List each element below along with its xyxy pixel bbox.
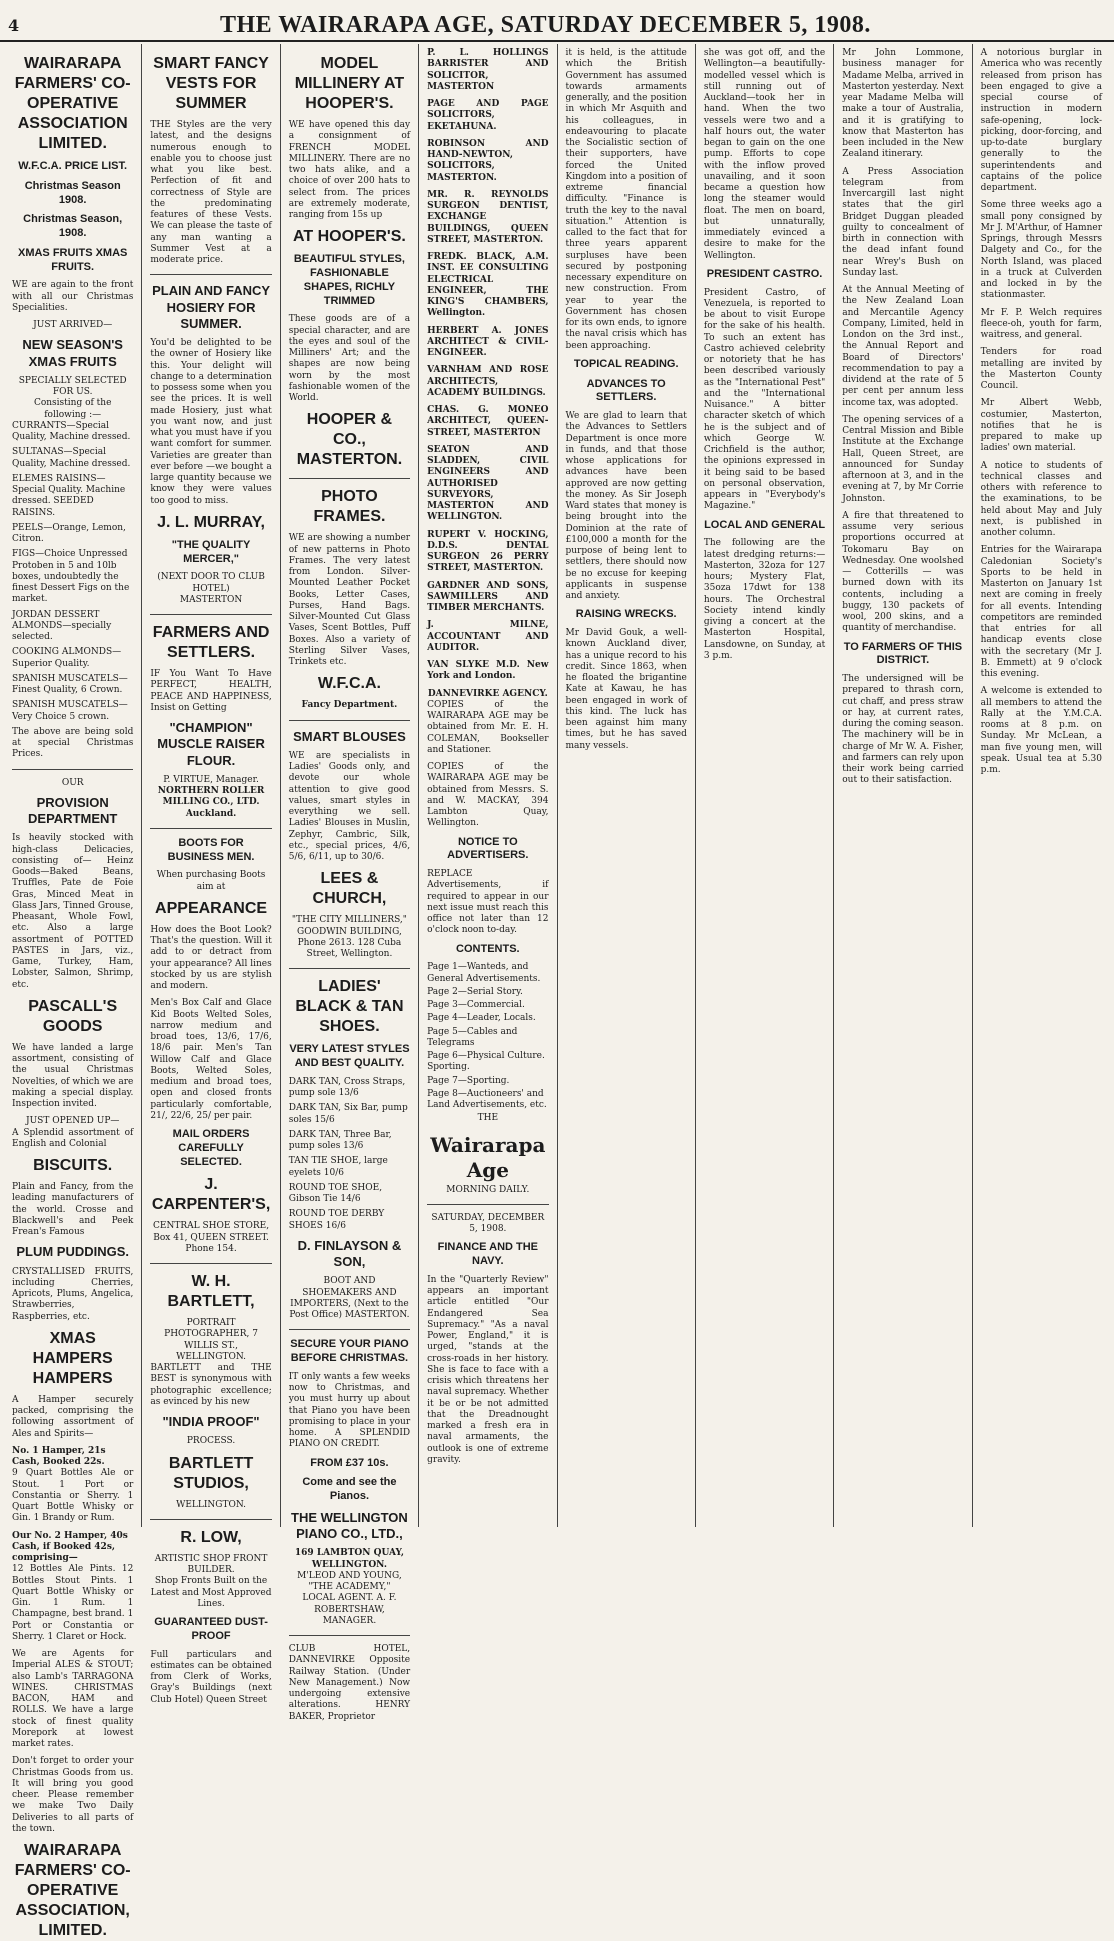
- masterton: MASTERTON: [179, 594, 243, 605]
- dannevirke: DANNEVIRKE AGENCY.: [427, 688, 548, 699]
- column-6: [696, 44, 834, 1527]
- local-general: LOCAL AND GENERAL: [704, 518, 826, 531]
- selected: SPECIALLY SELECTED FOR US.: [18, 375, 127, 397]
- roller: NORTHERN ROLLER MILLING CO., LTD. Auckland.: [157, 786, 265, 819]
- come-see: Come and see the Pianos.: [302, 1476, 397, 1502]
- column-8: [973, 44, 1110, 1527]
- appearance: APPEARANCE: [155, 899, 268, 917]
- black: FREDK. BLACK, A.M. INST. EE CONSULTING ELECTRICAL ENGINEER, THE KING'S CHAMBERS, Wellington.: [427, 252, 549, 319]
- article-body: Mr David Gouk, a well-known Auckland diver, has a unique record to his credit. Since 1863, when he floated the brigantine Kate at Kawau, he has been engaged in work of this kind. The luck has been against him many times, but he has saved many vessels.: [565, 628, 687, 751]
- agents-text: We are Agents for Imperial ALES & STOUT; also Lamb's TARRAGONA WINES. CHRISTMAS BACON, HAM and ROLLS. We have a large stock of finest quality Morepork at lowest market rates.: [12, 1649, 134, 1749]
- local-agent: LOCAL AGENT. A. F. ROBERTSHAW, MANAGER.: [302, 1593, 397, 1626]
- fancy-dept: Fancy Department.: [301, 700, 398, 711]
- gardner: GARDNER AND SONS, SAWMILLERS AND TIMBER MERCHANTS.: [427, 580, 549, 613]
- low-sub: ARTISTIC SHOP FRONT BUILDER.: [154, 1553, 268, 1575]
- wfca: W.F.C.A.: [317, 675, 381, 693]
- shoe-item: DARK TAN, Three Bar, pump soles 13/6: [288, 1129, 392, 1151]
- hamper-2-items: 12 Bottles Ale Pints. 12 Bottles Stout Pints. 1 Quart Bottle Whisky or Gin. 1 Rum. 1 Champagne, best brand. 1 Port or Constantia or Sherry. 1 Claret or Hock.: [12, 1564, 134, 1642]
- season-a: Christmas Season 1908.: [24, 179, 121, 206]
- newspaper-title: THE WAIRARAPA AGE, SATURDAY DECEMBER 5, 1908.: [220, 12, 871, 38]
- fruit-item: CURRANTS—Special Quality, Machine dressed.: [12, 420, 131, 442]
- murray: J. L. MURRAY,: [157, 513, 265, 531]
- studios: BARTLETT STUDIOS,: [168, 1454, 254, 1492]
- provision-text: Is heavily stocked with high-class Delicacies, consisting of— Heinz Goods—Baked Beans, Truffles, Pate de Foie Gras, Minced Meat in Glass Jars, Tinned Grouse, Pheasant, Whole Fowl, etc. Also a large assortment of POTTED PASTES in Jars, viz., Game, Turkey, Ham, Lobster, Salmon, Shrimp, etc.: [12, 833, 134, 990]
- model-text: WE have opened this day a consignment of FRENCH MODEL MILLINERY. There are no two hats alike, and a choice of over 200 hats to select from. The prices are extremely moderate, ranging from 15s up: [288, 120, 411, 220]
- toc-item: Page 2—Serial Story.: [427, 986, 523, 997]
- fruit-item: SPANISH MUSCATELS—Finest Quality, 6 Crown.: [12, 673, 128, 695]
- column-5: [558, 44, 696, 1527]
- morning-daily: MORNING DAILY.: [446, 1184, 530, 1195]
- article-body: she was got off, and the Wellington—a beautifully-modelled vessel which is still running out of Auckland—took her in hand. When the two vessels were two and a half hours out, the water began to gain on the one pump. Efforts to cope with the inflow proved unavailing, and it soon became a question how long the steamer would float. The men on board, but unnaturally, immediately evinced a desire to make for the Wellington.: [703, 48, 826, 261]
- copies-2: COPIES of the WAIRARAPA AGE may be obtained from Messrs. S. and W. MACKAY, 394 Lambton Quay, Wellington.: [427, 762, 549, 829]
- estimates: Full particulars and estimates can be obtained from Clerk of Works, Gray's Buildings (next Club Hotel) Queen Street: [150, 1649, 272, 1705]
- milne: J. MILNE, ACCOUNTANT AND AUDITOR.: [427, 620, 549, 653]
- just-arrived: JUST ARRIVED—: [33, 320, 113, 330]
- guaranteed: GUARANTEED DUST-PROOF: [154, 1616, 268, 1642]
- fruit-item: FIGS—Choice Unpressed Protoben in 5 and 10lb boxes, undoubtedly the finest Dessert Figs on the market.: [12, 549, 130, 605]
- low-text: Shop Fronts Built on the Latest and Most Approved Lines.: [150, 1576, 272, 1609]
- fruit-item: SPANISH MUSCATELS—Very Choice 5 crown.: [12, 700, 128, 722]
- hooper-co: HOOPER & CO., MASTERTON.: [296, 411, 403, 469]
- toc-item: Page 6—Physical Culture. Sporting.: [427, 1051, 545, 1073]
- wellington: WELLINGTON.: [176, 1499, 247, 1510]
- piano-head: SECURE YOUR PIANO BEFORE CHRISTMAS.: [290, 1338, 409, 1364]
- moneo: CHAS. G. MONEO ARCHITECT, QUEEN-STREET, MASTERTON: [427, 405, 549, 438]
- carpenter: J. CARPENTER'S,: [151, 1176, 271, 1214]
- next-door: (NEXT DOOR TO CLUB HOTEL): [157, 572, 265, 594]
- finlayson-sub: BOOT AND SHOEMAKERS AND IMPORTERS, (Next to the Post Office) MASTERTON.: [289, 1276, 410, 1320]
- toc-item: Page 5—Cables and Telegrams: [427, 1026, 518, 1048]
- hosiery-text: You'd be delighted to be the owner of Hosiery like this. Your delight will change to a determination to possess some when you see the prices. It is well made Hosiery, just what you want now, and just what you must have if you want comfort for summer. Varieties are greater than ever before —we bought a large quantity because we know they were values too good to miss.: [150, 338, 272, 506]
- appearance-text: How does the Boot Look? That's the question. Will it add to or detract from your appearance? All lines stocked by us are stylish and modern.: [150, 924, 272, 991]
- masthead: [0, 0, 1114, 42]
- blouse-text: WE are specialists in Ladies' Goods only, and devote our whole attention to give good values, smart styles in everything we sell. Ladies' Blouses in Muslin, Zephyr, Cambric, Silk, etc., special prices, 4/6, 5/6, 6/11, up to 30/6.: [288, 750, 411, 862]
- columns: [4, 44, 1110, 1939]
- india-proof: "INDIA PROOF": [162, 1414, 260, 1429]
- model-millinery: MODEL MILLINERY AT HOOPER'S.: [294, 55, 405, 112]
- divider: [12, 769, 133, 770]
- article-body: The opening services of a Central Mission and Bible Institute at the Exchange Hall, Queen Street, are announced for Sunday afternoon at 3, and in the evening at 7, by Mr Corrie Johnston.: [842, 414, 964, 504]
- beautiful: BEAUTIFUL STYLES, FASHIONABLE SHAPES, RICHLY TRIMMED: [293, 253, 405, 307]
- divider: [150, 1519, 271, 1520]
- hocking: RUPERT V. HOCKING, D.D.S. DENTAL SURGEON 26 PERRY STREET, MASTERTON.: [427, 529, 549, 574]
- raising-wrecks: RAISING WRECKS.: [575, 608, 677, 621]
- column-1: [4, 44, 142, 1939]
- shoe-item: ROUND TOE DERBY SHOES 16/6: [288, 1209, 385, 1231]
- pascalls-heading: PASCALL'S GOODS: [28, 997, 118, 1035]
- article-body: A Press Association telegram from Invercargill last night states that the girl Bridget Duggan pleaded guilty to concealment of birth in connection with the dead infant found near Wrey's Bush on Sunday last.: [842, 166, 964, 278]
- dont-forget: Don't forget to order your Christmas Goods from us. It will bring you good cheer. Please remember we make Two Daily Deliveries to all parts of the town.: [12, 1756, 134, 1834]
- plum-heading: PLUM PUDDINGS.: [16, 1244, 130, 1260]
- issue-date: SATURDAY, DECEMBER 5, 1908.: [431, 1212, 545, 1234]
- hampers-heading: XMAS HAMPERS HAMPERS: [32, 1329, 113, 1387]
- column-7: [834, 44, 972, 1527]
- divider: [289, 1635, 410, 1636]
- the: THE: [477, 1113, 499, 1124]
- toc-item: Page 7—Sporting.: [427, 1075, 510, 1086]
- smart-blouses: SMART BLOUSES: [293, 728, 406, 744]
- toc-item: Page 3—Commercial.: [427, 1000, 525, 1010]
- pascalls-text: We have landed a large assortment, consisting of the usual Christmas Novelties, of which we are making a special display. Inspection invited.: [12, 1042, 134, 1109]
- lees-sub: "THE CITY MILLINERS," GOODWIN BUILDING, Phone 2613. 128 Cuba Street, Wellington.: [291, 915, 407, 959]
- carpenter-addr: CENTRAL SHOE STORE, Box 41, QUEEN STREET. Phone 154.: [153, 1221, 270, 1254]
- virtue: P. VIRTUE, Manager.: [163, 774, 259, 785]
- smart-vests: SMART FANCY VESTS FOR SUMMER: [153, 55, 269, 112]
- piano-co: THE WELLINGTON PIANO CO., LTD.,: [291, 1509, 408, 1541]
- article-body: Some three weeks ago a small pony consigned by Mr J. M'Arthur, of Hamner Springs, through Messrs Dalgety and Co., for the North Island, was placed in a truck at Culverden and locked in by the stationmaster.: [980, 200, 1102, 301]
- provision-heading: PROVISION DEPARTMENT: [28, 794, 118, 826]
- fruit-item: JORDAN DESSERT ALMONDS—specially selected.: [12, 609, 112, 642]
- men-text: Men's Box Calf and Glace Kid Boots Welted Soles, narrow medium and broad toes, 13/6, 17/6, 18/6 pair. Men's Tan Willow Calf and Glace Boots, Welted Soles, medium and broad toes, open and closed fronts particularly comfortable, 21/, 22/6, 25/ per pair.: [150, 998, 272, 1121]
- article-body: A welcome is extended to all members to attend the Rally at the Y.M.C.A. rooms at 8 p.m. on Sunday. Mr McLean, a man five young men, will speak. Usual tea at 5.30 p.m.: [980, 686, 1102, 775]
- article-body: At the Annual Meeting of the New Zealand Loan and Mercantile Agency Company, Limited, held in London on the 3rd inst., the Annual Report and Board of Directors' recommendation to pay a dividend at the rate of 5 per cent per annum less income tax, was adopted.: [842, 285, 964, 408]
- vest-text: THE Styles are the very latest, and the designs numerous enough to enable you to choose just what you like best. Perfection of fit and correctness of Style are the predominating features of these Vests. We can please the taste of any man wanting a Summer Vest at a moderate price.: [150, 120, 272, 265]
- just-opened: JUST OPENED UP—: [25, 1116, 120, 1127]
- hamper-2: Our No. 2 Hamper, 40s Cash, if Booked 42s, comprising—: [12, 1530, 128, 1563]
- mleod: M'LEOD AND YOUNG, "THE ACADEMY,": [297, 1570, 402, 1592]
- ladies-shoes: LADIES' BLACK & TAN SHOES.: [295, 978, 404, 1036]
- low: R. LOW,: [180, 1528, 242, 1546]
- article-body: Mr Albert Webb, costumier, Masterton, notifies that he is prepared to make up ladies' own material.: [980, 398, 1102, 454]
- divider: [150, 274, 271, 275]
- process: PROCESS.: [186, 1436, 236, 1447]
- divider: [289, 968, 410, 969]
- plain-fancy: PLAIN AND FANCY HOSIERY FOR SUMMER.: [152, 283, 271, 331]
- robinson: ROBINSON AND HAND-NEWTON, SOLICITORS, MASTERTON.: [427, 138, 549, 183]
- season-b: Christmas Season, 1908.: [23, 213, 123, 239]
- toc-item: Page 4—Leader, Locals.: [427, 1013, 536, 1024]
- bartlett-text: BARTLETT and THE BEST is synonymous with photographic excellence; as evinced by his new: [150, 1363, 272, 1407]
- co-name-bottom: WAIRARAPA FARMERS' CO-OPERATIVE ASSOCIATION, LIMITED.: [14, 1842, 131, 1939]
- copies-text: COPIES of the WAIRARAPA AGE may be obtained from Mr. E. H. COLEMAN, Bookseller and Stationer.: [427, 699, 549, 755]
- special-text: These goods are of a special character, and are the eyes and soul of the Milliners' Art; and the shapes are now being worn by the most fashionable women of the World.: [288, 314, 411, 403]
- boots-text: When purchasing Boots aim at: [156, 870, 266, 892]
- piano-addr: 169 LAMBTON QUAY, WELLINGTON.: [294, 1548, 404, 1570]
- fruit-item: SULTANAS—Special Quality, Machine dressed.: [12, 447, 131, 469]
- page-page: PAGE AND PAGE SOLICITORS, EKETAHUNA.: [427, 99, 549, 132]
- divider: [150, 1263, 271, 1264]
- price-list: W.F.C.A. PRICE LIST.: [18, 160, 128, 172]
- lees-church: LEES & CHURCH,: [312, 870, 387, 908]
- article-body: President Castro, of Venezuela, is reported to be about to visit Europe for the sake of his health. To such an extent has Castro achieved celebrity or notoriety that he has been described variously as the "International Pest" and the "International Nuisance." A bitter character sketch of which he is the subject and of which George W. Crichfield is the author, the opinions expressed in it being said to be based on personal observation, appears in "Everybody's Magazine.": [703, 287, 826, 512]
- shoe-item: ROUND TOE SHOE, Gibson Tie 14/6: [288, 1182, 383, 1204]
- article-body: A notice to students of technical classes and others with reference to the examinations, to be held about May and July next, is published in another column.: [980, 460, 1102, 538]
- toc-item: Page 1—Wanteds, and General Advertisements.: [427, 962, 541, 984]
- bartlett-sub: PORTRAIT PHOTOGRAPHER, 7 WILLIS ST., WELLINGTON.: [164, 1318, 258, 1362]
- bartlett: W. H. BARTLETT,: [167, 1273, 255, 1310]
- article-body: We are glad to learn that the Advances to Settlers Department is once more in funds, and that those whose applications for advances have been approved are now getting the money. As Sir Joseph Ward states that money is being brought into the Dominion at the rate of £100,000 a month for the purpose of being lent to settlers, there should now be no excuse for keeping applicants in suspense and anxiety.: [565, 411, 687, 601]
- jones: HERBERT A. JONES ARCHITECT & CIVIL-ENGINEER.: [427, 325, 549, 358]
- article-body: The following are the latest dredging returns:—Masterton, 32oza for 127 hours; Mystery Flat, 35oza 17dwt for 138 hours. The Orchestral Society intend kindly giving a concert at the Masterton Hospital, Lansdowne, on Sunday, at 3 p.m.: [703, 538, 826, 661]
- hollings: P. L. HOLLINGS BARRISTER AND SOLICITOR, MASTERTON: [427, 48, 549, 92]
- shoe-item: DARK TAN, Six Bar, pump soles 15/6: [288, 1103, 408, 1125]
- crystallised-text: CRYSTALLISED FRUITS, including Cherries, Apricots, Plums, Angelica, Strawberries, Raspberries, etc.: [12, 1266, 134, 1322]
- co-name-top: WAIRARAPA FARMERS' CO-OPERATIVE ASSOCIATION LIMITED.: [14, 55, 131, 152]
- leader-heading: FINANCE AND THE NAVY.: [437, 1241, 539, 1267]
- article-body: Mr F. P. Welch requires fleece-oh, youth for farm, waitress, and general.: [980, 307, 1102, 340]
- hamper-1: No. 1 Hamper, 21s Cash, Booked 22s.: [12, 1445, 106, 1467]
- frames-text: WE are showing a number of new patterns in Photo Frames. The very latest from London. Silver-Mounted Leather Pocket Books, Letter Cases, Purses, Hand Bags. Silver-Mounted Cut Glass Vases, Scent Bottles, Puff Boxes. Also a variety of Sterling Silver Vases, Trinkets etc.: [288, 533, 411, 667]
- varnham: VARNHAM AND ROSE ARCHITECTS, ACADEMY BUILDINGS.: [427, 365, 549, 398]
- van-slyke: VAN SLYKE M.D. New York and London.: [427, 660, 549, 682]
- column-2: [142, 44, 280, 1705]
- fruit-item: ELEMES RAISINS—Special Quality. Machine dressed. SEEDED RAISINS.: [12, 473, 126, 518]
- article-body: A notorious burglar in America who was recently released from prison has been engaged to give a special course of instruction in modern safe-opening, lock-picking, door-forcing, and up-to-date burglary generally to the superintendents and captains of the police department.: [980, 48, 1102, 193]
- opened-text: A Splendid assortment of English and Colonial: [12, 1127, 134, 1149]
- intro: WE are again to the front with all our Christmas Specialities.: [12, 280, 134, 313]
- finlayson: D. FINLAYSON & SON,: [297, 1237, 402, 1269]
- special-prices: The above are being sold at special Christmas Prices.: [12, 726, 134, 760]
- champion: "CHAMPION" MUSCLE RAISER FLOUR.: [157, 720, 265, 768]
- biscuits-text: Plain and Fancy, from the leading manufacturers of the world. Crosse and Blackwell's and Peek Frean's Famous: [12, 1182, 134, 1237]
- shoe-item: TAN TIE SHOE, large eyelets 10/6: [288, 1156, 388, 1178]
- divider: [289, 1329, 410, 1330]
- divider: [150, 614, 271, 615]
- topical-reading: TOPICAL READING.: [573, 357, 679, 370]
- biscuits-heading: BISCUITS.: [33, 1157, 113, 1174]
- divider: [427, 1204, 548, 1205]
- leader-text: In the "Quarterly Review" appears an important article entitled "Our Endangered Sea Supremacy." "As a naval Power, England," it is urged, "stands at the cross-roads in her history. She is face to face with a crisis which threatens her naval supremacy. Whether it be or be not admitted that the Dreadnought marked a fresh era in naval armaments, the outlook is one of extreme gravity.: [427, 1274, 549, 1465]
- very-latest: VERY LATEST STYLES AND BEST QUALITY.: [289, 1043, 410, 1069]
- column-3: [281, 44, 419, 1722]
- photo-frames: PHOTO FRAMES.: [313, 488, 386, 526]
- flour-text: IF You Want To Have PERFECT, HEALTH, PEACE AND HAPPINESS, Insist on Getting: [150, 669, 272, 713]
- president-castro: PRESIDENT CASTRO.: [706, 267, 823, 280]
- club-hotel: CLUB HOTEL, DANNEVIRKE Opposite Railway Station. (Under New Management.) Now undergoing extensive alterations. HENRY BAKER, Proprietor: [288, 1644, 411, 1722]
- notice-heading: NOTICE TO ADVERTISERS.: [447, 835, 529, 862]
- piano-text: IT only wants a few weeks now to Christmas, and you must hurry up about that Piano you have been promising to place in your home. A SPLENDID PIANO ON CREDIT.: [288, 1371, 411, 1450]
- at-hoopers: AT HOOPER'S.: [293, 228, 406, 246]
- article-body: Tenders for road metalling are invited by the Masterton County Council.: [980, 347, 1102, 391]
- article-body: A fire that threatened to assume very serious proportions occurred at Tokomaru Bay on Wednesday. One woolshed — Cotterills — was burned down with its contents, including a buggy, 130 packets of wool, 200 skins, and a quantity of merchandise.: [842, 510, 964, 634]
- article-body: The undersigned will be prepared to thrash corn, cut chaff, and press straw or hay, at current rates, during the coming season. The machinery will be in charge of Mr W. A. Fisher, and farmers can rely upon their work being carried out to their satisfaction.: [842, 674, 964, 786]
- article-body: Mr John Lommone, business manager for Madame Melba, arrived in Masterton yesterday. Next year Madame Melba will make a tour of Australia, and it is gratifying to know that Masterton has been included in the New Zealand itinerary.: [842, 48, 964, 160]
- toc-item: Page 8—Auctioneers' and Land Advertisements, etc.: [427, 1088, 547, 1110]
- fruit-item: PEELS—Orange, Lemon, Citron.: [12, 522, 126, 544]
- contents-heading: CONTENTS.: [456, 942, 520, 955]
- reynolds: MR. R. REYNOLDS SURGEON DENTIST, EXCHANGE BUILDINGS, QUEEN STREET, MASTERTON.: [427, 189, 549, 245]
- our: OUR: [61, 777, 84, 788]
- seaton: SEATON AND SLADDEN, CIVIL ENGINEERS AND AUTHORISED SURVEYORS, MASTERTON AND WELLINGTON.: [427, 444, 549, 523]
- hamper-text: A Hamper securely packed, comprising the following assortment of Ales and Spirits—: [12, 1394, 134, 1439]
- from-price: FROM £37 10s.: [310, 1456, 389, 1469]
- consisting: Consisting of the following :—: [33, 398, 112, 420]
- article-body: Entries for the Wairarapa Caledonian Society's Sports to be held in Masterton on January 1st next are coming in freely for all events. Intending competitors are reminded that entries for all handicap events close with the secretary (Mr J. B. Emmett) at 9 o'clock this evening.: [980, 545, 1102, 679]
- xmas-fruits: XMAS FRUITS XMAS FRUITS.: [17, 246, 128, 273]
- mail-orders: MAIL ORDERS CAREFULLY SELECTED.: [172, 1128, 250, 1168]
- shoe-item: DARK TAN, Cross Straps, pump sole 13/6: [288, 1076, 406, 1098]
- new-season: NEW SEASON'S XMAS FRUITS: [22, 337, 123, 369]
- page-number: 4: [8, 16, 20, 35]
- article-body: it is held, is the attitude which the British Government has assumed towards armaments generally, and the position in which Mr Asquith and his colleagues, in endeavouring to placate the Socialistic section of their supporters, have forced the United Kingdom into a position of extreme financial difficulty. "Finance is truth the key to the naval situation." Attention is called to the fact that for three years apparent surpluses have been secured by postponing necessary expenditure on new construction. From year to year the Government has chosen for its own ends, to ignore the naval crisis which has been approaching.: [565, 48, 687, 351]
- divider: [150, 828, 271, 829]
- paper-name: Wairarapa Age: [430, 1132, 546, 1182]
- advances-heading: ADVANCES TO SETTLERS.: [586, 377, 666, 404]
- column-4: [419, 44, 557, 1527]
- notice-text: REPLACE Advertisements, if required to appear in our next issue must reach this office not later than 12 o'clock noon to-day.: [427, 869, 549, 936]
- mercer: "THE QUALITY MERCER,": [171, 538, 251, 565]
- divider: [289, 720, 410, 721]
- fruit-item: COOKING ALMONDS—Superior Quality.: [12, 647, 122, 669]
- divider: [289, 478, 410, 479]
- hamper-1-items: 9 Quart Bottles Ale or Stout. 1 Port or Constantia or Sherry. 1 Quart Bottle Whisky or Gin. 1 Brandy or Rum.: [12, 1468, 134, 1524]
- boots-heading: BOOTS FOR BUSINESS MEN.: [167, 836, 255, 863]
- to-farmers: TO FARMERS OF THIS DISTRICT.: [843, 640, 963, 667]
- farmers-settlers: FARMERS AND SETTLERS.: [152, 624, 270, 661]
